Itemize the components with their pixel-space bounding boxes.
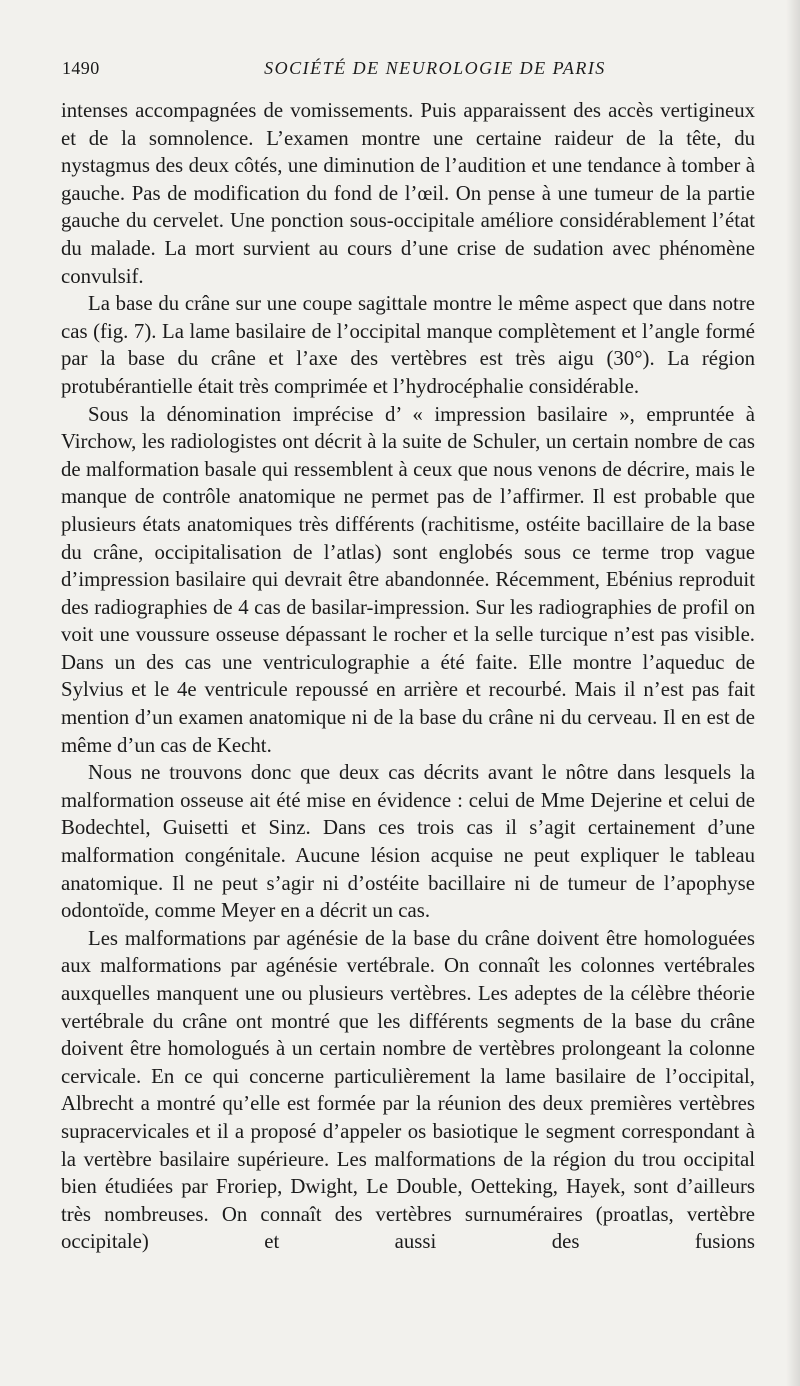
page-spine-shadow <box>786 0 800 1386</box>
journal-title: SOCIÉTÉ DE NEUROLOGIE DE PARIS <box>264 58 606 78</box>
paragraph-3: Sous la dénomination imprécise d’ « impression basilaire », empruntée à Virchow, les radiologistes ont décrit à la suite de Schuler, un certain nombre de cas de malformation basale qui ressemblent à ceux que nous venons de décrire, mais le manque de contrôle anatomique ne permet pas de l’affirmer. Il est probable que plusieurs états anatomiques très différents (rachitisme, ostéite bacillaire de la base du crâne, occipitalisation de l’atlas) sont englobés sous ce terme trop vague d’impression basilaire qui devrait être abandonnée. Récemment, Ebénius reproduit des radiographies de 4 cas de basilar-impression. Sur les radiographies de profil on voit une voussure osseuse dépassant le rocher et la selle turcique n’est pas visible. Dans un des cas une ventriculographie a été faite. Elle montre l’aqueduc de Sylvius et le 4e ventricule repoussé en arrière et recourbé. Mais il n’est pas fait mention d’un examen anatomique ni de la base du crâne ni du cerveau. Il en est de même d’un cas de Kecht. <box>61 402 755 757</box>
paragraph-4: Nous ne trouvons donc que deux cas décrits avant le nôtre dans lesquels la malformation osseuse ait été mise en évidence : celui de Mme Dejerine et celui de Bodechtel, Guisetti et Sinz. Dans ces trois cas il s’agit certainement d’une malformation congénitale. Aucune lésion acquise ne peut expliquer le tableau anatomique. Il ne peut s’agir ni d’ostéite bacillaire ni de tumeur de l’apophyse odontoïde, comme Meyer en a décrit un cas. <box>61 761 755 923</box>
running-head <box>62 58 756 88</box>
body-text <box>61 97 755 1256</box>
paragraph-5: Les malformations par agénésie de la base du crâne doivent être homologuées aux malformations par agénésie vertébrale. On connaît les colonnes vertébrales auxquelles manquent une ou plusieurs vertèbres. Les adeptes de la célèbre théorie vertébrale du crâne ont montré que les différents segments de la base du crâne doivent être homologués à un certain nombre de vertèbres prolongeant la colonne cervicale. En ce qui concerne particulièrement la lame basilaire de l’occipital, Albrecht a montré qu’elle est formée par la réunion des deux premières vertèbres supracervicales et il a proposé d’appeler os basiotique le segment correspondant à la vertèbre basilaire supérieure. Les malformations de la région du trou occipital bien étudiées par Froriep, Dwight, Le Double, Oetteking, Hayek, sont d’ailleurs très nombreuses. On connaît des vertèbres surnuméraires (proatlas, vertèbre occipitale) et aussi des fusions <box>61 926 755 1254</box>
paragraph-1: intenses accompagnées de vomissements. Puis apparaissent des accès vertigineux et de la somnolence. L’examen montre une certaine raideur de la tête, du nystagmus des deux côtés, une diminution de l’audition et une tendance à tomber à gauche. Pas de modification du fond de l’œil. On pense à une tumeur de la partie gauche du cervelet. Une ponction sous-occipitale améliore considérablement l’état du malade. La mort survient au cours d’une crise de sudation avec phénomène convulsif. <box>61 99 755 288</box>
paragraph-2: La base du crâne sur une coupe sagittale montre le même aspect que dans notre cas (fig. 7). La lame basilaire de l’occipital manque complètement et l’angle formé par la base du crâne et l’axe des vertèbres est très aigu (30°). La région protubérantielle était très comprimée et l’hydrocéphalie considérable. <box>61 292 755 398</box>
page-number: 1490 <box>62 58 100 78</box>
